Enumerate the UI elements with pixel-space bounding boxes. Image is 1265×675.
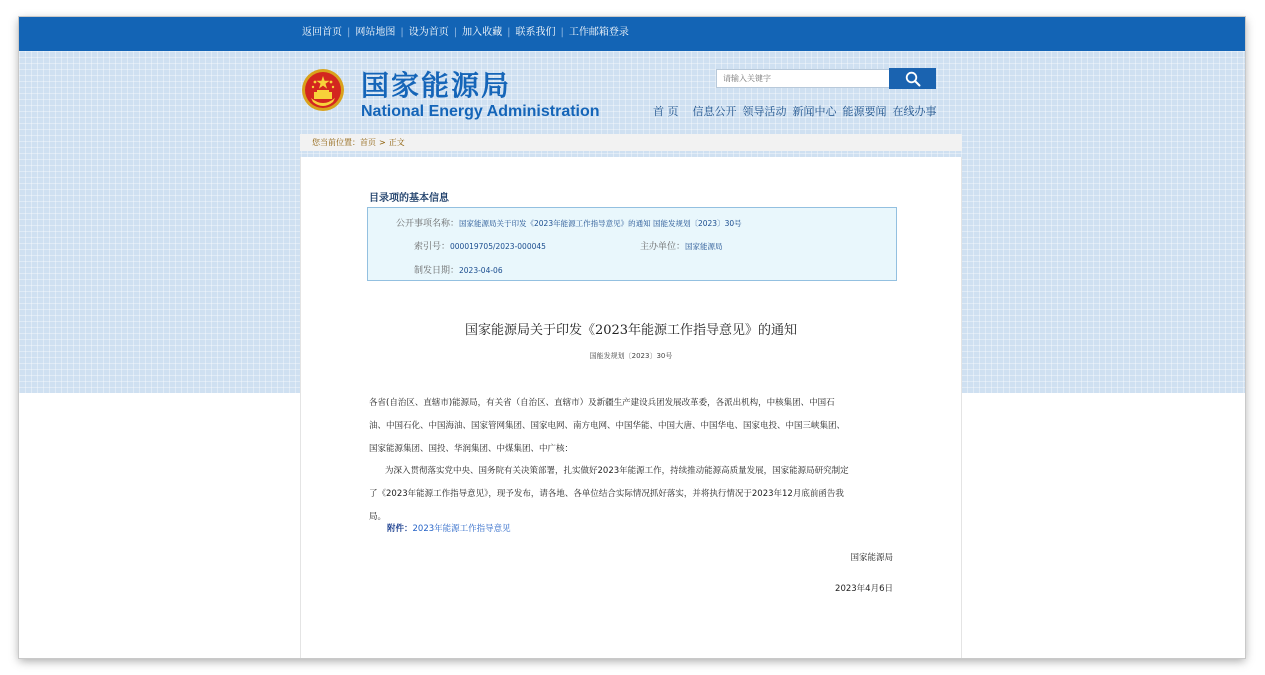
site-logo-chinese[interactable]: 国家能源局 xyxy=(361,69,512,102)
meta-row-org xyxy=(640,239,723,252)
top-link-divider: | xyxy=(453,27,458,38)
top-links xyxy=(302,26,629,40)
meta-org-label: 主办单位： xyxy=(640,242,686,252)
nav-home[interactable]: 首 页 xyxy=(653,105,679,118)
top-link-add-favorite[interactable]: 加入收藏 xyxy=(462,27,503,38)
top-utility-bar xyxy=(19,17,1245,51)
main-navigation xyxy=(653,103,937,119)
paragraph-line: 油、中国石化、中国海油、国家管网集团、国家电网、南方电网、中国华能、中国大唐、中国华电、国家电投、中国三峡集团、 xyxy=(369,421,846,431)
paragraph-line: 各省(自治区、直辖市)能源局，有关省（自治区、直辖市）及新疆生产建设兵团发展改革委，各派出机构，中核集团、中国石 xyxy=(369,398,835,408)
attachment-label: 附件： xyxy=(387,524,413,534)
top-link-contact[interactable]: 联系我们 xyxy=(515,27,556,38)
meta-row-date xyxy=(414,263,503,276)
article-panel xyxy=(300,157,962,658)
search-button[interactable] xyxy=(889,68,936,89)
top-link-divider: | xyxy=(400,27,404,38)
search-icon xyxy=(905,71,921,87)
meta-org-value: 国家能源局 xyxy=(685,242,723,251)
top-link-divider: | xyxy=(560,27,564,38)
breadcrumb-label: 您当前位置： xyxy=(312,138,360,147)
document-title: 国家能源局关于印发《2023年能源工作指导意见》的通知 xyxy=(464,323,798,338)
top-link-home[interactable]: 返回首页 xyxy=(302,27,342,38)
meta-date-value: 2023-04-06 xyxy=(459,266,503,275)
paragraph-line: 了《2023年能源工作指导意见》，现予发布，请各地、各单位结合实际情况抓好落实，并将执行情况于2023年12月底前函告我 xyxy=(369,489,844,499)
nav-energy-news[interactable]: 能源要闻 xyxy=(842,105,887,118)
breadcrumb-current: 正文 xyxy=(388,138,405,147)
browser-viewport xyxy=(19,17,1245,658)
meta-row-name xyxy=(396,216,742,229)
attachment-link[interactable]: 2023年能源工作指导意见 xyxy=(412,524,511,534)
nav-leadership-activities[interactable]: 领导活动 xyxy=(742,105,787,118)
breadcrumb xyxy=(300,134,962,151)
nav-news-center[interactable]: 新闻中心 xyxy=(792,105,837,118)
top-link-divider: | xyxy=(507,27,511,38)
recipients-paragraph xyxy=(369,392,919,461)
meta-index-label: 索引号： xyxy=(414,242,451,252)
meta-name-label: 公开事项名称： xyxy=(396,219,460,229)
top-link-divider: | xyxy=(347,27,351,38)
meta-section-title: 目录项的基本信息 xyxy=(369,193,449,204)
attachment-row xyxy=(387,522,511,534)
top-link-set-homepage[interactable]: 设为首页 xyxy=(408,27,449,38)
top-link-sitemap[interactable]: 网站地图 xyxy=(355,27,396,38)
top-link-mail-login[interactable]: 工作邮箱登录 xyxy=(568,27,629,38)
meta-row-index xyxy=(414,239,546,252)
meta-info-box xyxy=(367,207,897,281)
paragraph-line: 局。 xyxy=(369,512,387,522)
document-number: 国能发规划〔2023〕30号 xyxy=(589,352,673,360)
search-input[interactable] xyxy=(716,69,896,88)
meta-index-value: 000019705/2023-000045 xyxy=(450,242,546,251)
breadcrumb-separator: > xyxy=(379,138,386,147)
body-paragraph xyxy=(369,460,919,529)
signature-date: 2023年4月6日 xyxy=(835,584,893,594)
nav-info-disclosure[interactable]: 信息公开 xyxy=(692,105,737,118)
paragraph-line: 国家能源集团、国投、华润集团、中煤集团、中广核： xyxy=(369,444,574,454)
site-logo-english[interactable]: National Energy Administration xyxy=(361,103,600,120)
national-emblem-icon xyxy=(301,68,345,112)
nav-online-services[interactable]: 在线办事 xyxy=(892,105,937,118)
signature-organization: 国家能源局 xyxy=(850,553,893,563)
meta-date-label: 制发日期： xyxy=(414,266,460,276)
meta-name-value: 国家能源局关于印发《2023年能源工作指导意见》的通知 国能发规划〔2023〕30号 xyxy=(459,219,742,228)
breadcrumb-home-link[interactable]: 首页 xyxy=(360,138,376,147)
paragraph-line: 为深入贯彻落实党中央、国务院有关决策部署，扎实做好2023年能源工作，持续推动能源高质量发展，国家能源局研究制定 xyxy=(385,466,849,476)
